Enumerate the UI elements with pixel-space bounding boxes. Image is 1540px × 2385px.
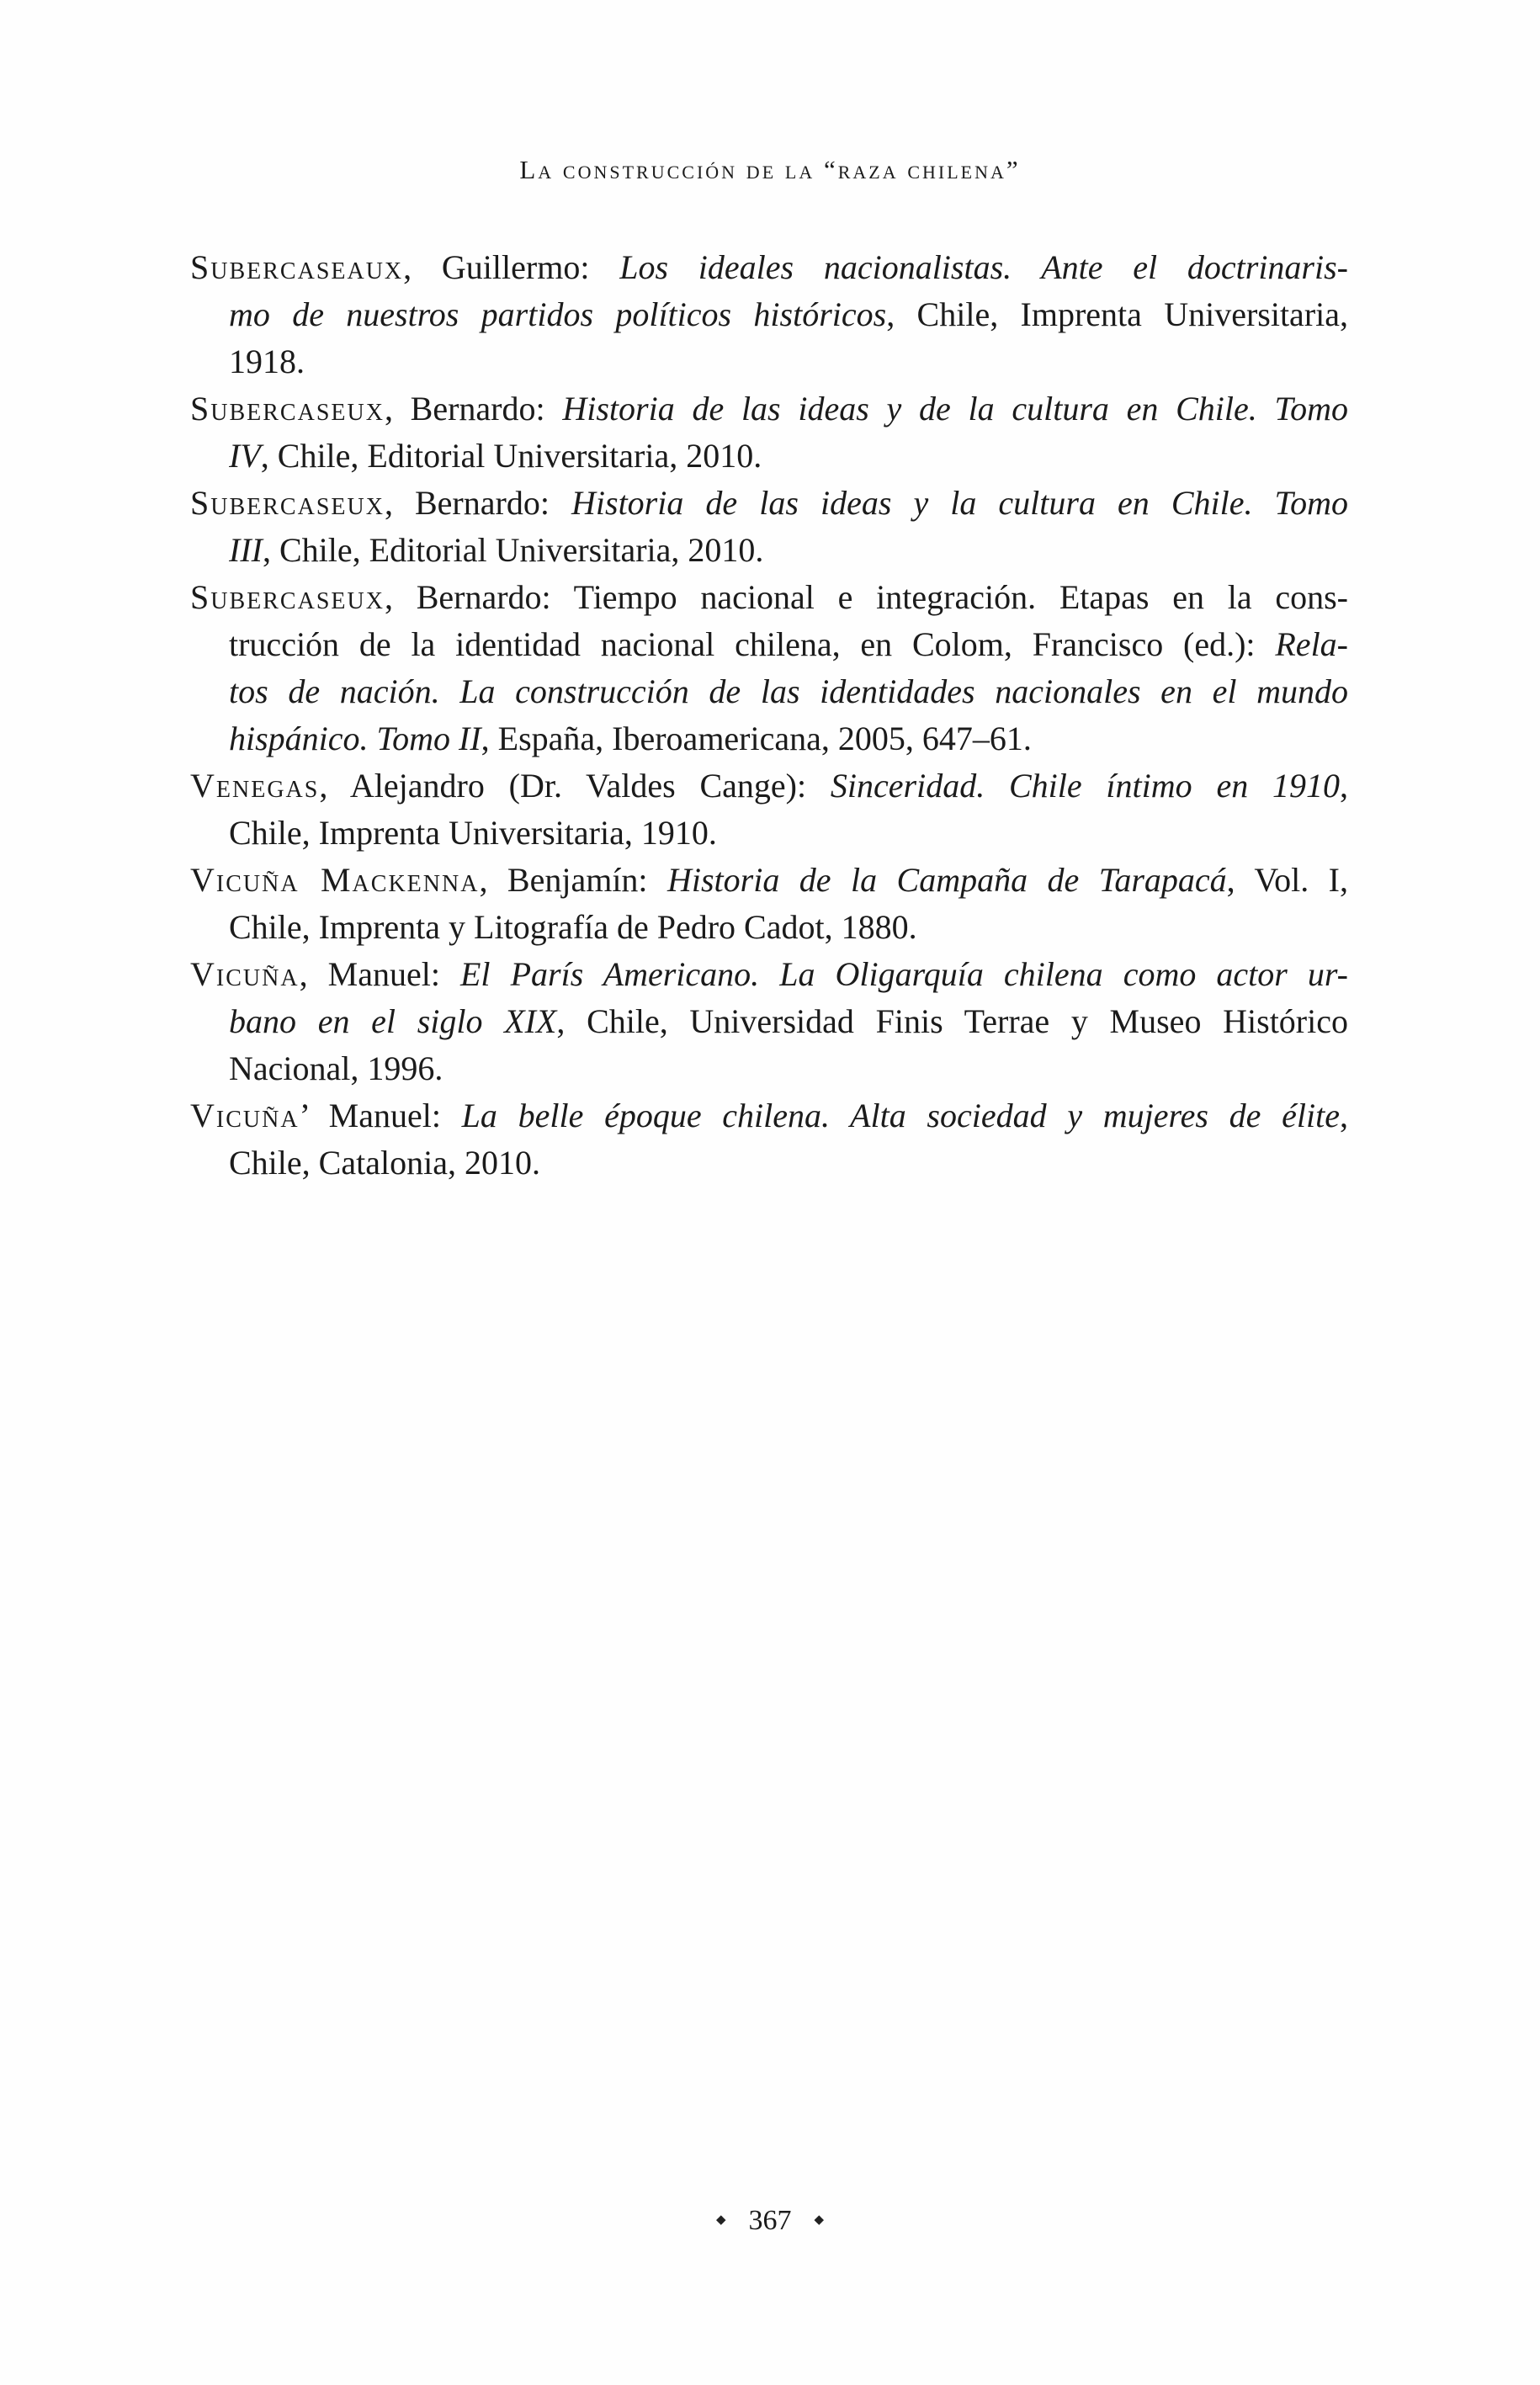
author-name: Vicuña	[190, 1097, 300, 1134]
bib-line	[190, 480, 1348, 527]
work-title: La belle époque chilena. Alta sociedad y mujeres de élite	[461, 1097, 1340, 1134]
bib-text: Chile, Imprenta y Litografía de Pedro Cadot, 1880.	[229, 908, 917, 946]
work-title: hispánico. Tomo II	[229, 720, 481, 757]
bib-entry	[190, 951, 1348, 1092]
author-name: Vicuña	[190, 955, 300, 993]
bib-entry	[190, 385, 1348, 480]
bib-entry	[190, 857, 1348, 951]
bib-line	[229, 433, 1348, 480]
bib-text: , Bernardo:	[384, 484, 571, 522]
bib-entry	[190, 244, 1348, 385]
bib-text: , Chile, Editorial Universitaria, 2010.	[260, 437, 762, 475]
author-name: Subercaseux	[190, 578, 385, 616]
bib-entry	[190, 480, 1348, 574]
author-name: Venegas	[190, 767, 320, 805]
running-header: La construcción de la “raza chilena”	[519, 155, 1021, 184]
bib-line	[229, 621, 1348, 668]
bib-text: trucción de la identidad nacional chilena, en Colom, Francisco (ed.):	[229, 625, 1276, 663]
bib-line	[229, 291, 1348, 338]
bib-line	[190, 385, 1348, 433]
bib-text: , Manuel:	[299, 955, 460, 993]
bib-text: 1918.	[229, 343, 305, 380]
bib-text: Nacional, 1996.	[229, 1049, 443, 1087]
author-name: Subercaseux	[190, 484, 385, 522]
work-title: Historia de la Campaña de Tarapacá	[666, 861, 1227, 899]
bib-entry	[190, 574, 1348, 762]
work-title: Historia de las ideas y de la cultura en Chile. Tomo	[562, 390, 1348, 428]
bib-text: Chile, Catalonia, 2010.	[229, 1144, 540, 1182]
bib-entry	[190, 1092, 1348, 1187]
bib-text: , Bernardo: Tiempo nacional e integración. Etapas en la cons-	[384, 578, 1348, 616]
work-title: Rela-	[1275, 625, 1348, 663]
bib-text: , España, Iberoamericana, 2005, 647–61.	[481, 720, 1032, 757]
page-number: 367	[748, 2205, 792, 2236]
author-name: Subercaseux	[190, 390, 385, 428]
work-title: Historia de las ideas y la cultura en Chile. Tomo	[571, 484, 1348, 522]
bib-text: , Guillermo:	[403, 248, 620, 286]
bib-text: , Vol. I,	[1226, 861, 1348, 899]
bib-line	[190, 951, 1348, 998]
bib-text: Chile, Imprenta Universitaria, 1910.	[229, 814, 717, 852]
work-title: bano en el siglo XIX	[229, 1002, 557, 1040]
bib-line	[229, 998, 1348, 1045]
bib-text: , Bernardo:	[384, 390, 563, 428]
bib-line	[190, 574, 1348, 621]
bib-line	[229, 1045, 1348, 1092]
bib-line	[229, 338, 1348, 385]
bib-text: , Chile, Imprenta Universitaria,	[886, 295, 1348, 333]
work-title: III	[229, 531, 263, 569]
bib-line	[229, 1139, 1348, 1187]
bib-text: ’ Manuel:	[299, 1097, 462, 1134]
bib-line	[190, 762, 1348, 810]
bib-line	[190, 244, 1348, 291]
bib-line	[229, 904, 1348, 951]
bib-line	[229, 715, 1348, 762]
bib-text: ,	[1340, 1097, 1348, 1134]
work-title: tos de nación. La construcción de las identidades nacionales en el mundo	[229, 672, 1348, 710]
bib-line	[229, 810, 1348, 857]
page-footer	[0, 2202, 1540, 2239]
work-title: Sinceridad. Chile íntimo en 1910	[830, 767, 1340, 805]
bib-text: , Benjamín:	[479, 861, 667, 899]
bib-text: , Chile, Editorial Universitaria, 2010.	[262, 531, 764, 569]
diamond-ornament-right: ◆	[814, 2213, 825, 2227]
work-title: IV	[229, 437, 261, 475]
work-title: mo de nuestros partidos políticos históricos	[229, 295, 887, 333]
bib-line	[229, 668, 1348, 715]
bib-text: , Alejandro (Dr. Valdes Cange):	[319, 767, 831, 805]
bib-line	[190, 1092, 1348, 1139]
work-title: Los ideales nacionalistas. Ante el doctrinaris-	[619, 248, 1348, 286]
bib-entry	[190, 762, 1348, 857]
bib-text: ,	[1340, 767, 1348, 805]
bib-text: , Chile, Universidad Finis Terrae y Museo Histórico	[556, 1002, 1348, 1040]
work-title: El París Americano. La Oligarquía chilena como actor ur-	[460, 955, 1348, 993]
bib-line	[229, 527, 1348, 574]
bibliography	[190, 244, 1348, 1187]
bib-line	[190, 857, 1348, 904]
author-name: Vicuña Mackenna	[190, 861, 480, 899]
author-name: Subercaseaux	[190, 248, 404, 286]
diamond-ornament-left: ◆	[715, 2213, 726, 2227]
